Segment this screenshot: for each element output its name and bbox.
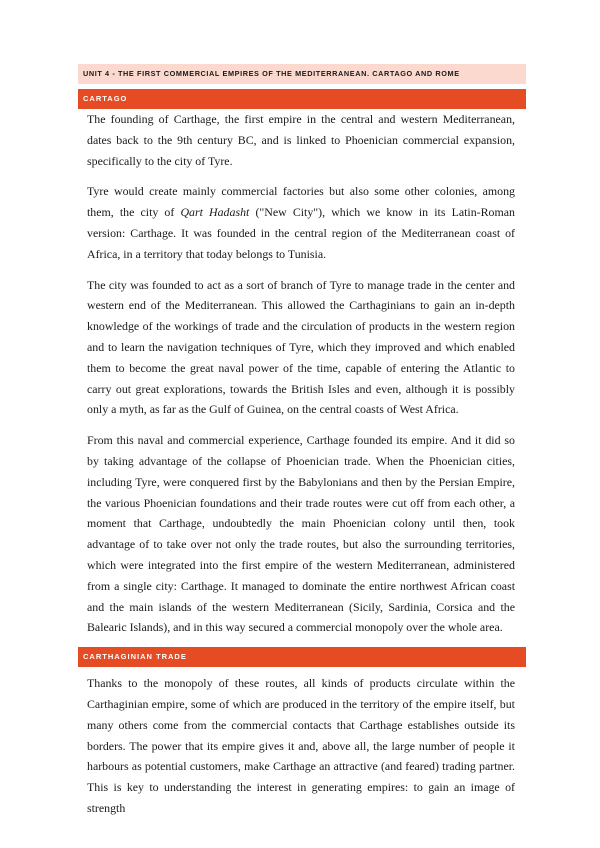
section-body-cartago <box>78 109 526 638</box>
paragraph <box>87 181 515 264</box>
section-body-carthaginian-trade <box>78 673 526 819</box>
paragraph: The city was founded to act as a sort of branch of Tyre to manage trade in the center and western end of the Mediterranean. This allowed the Carthaginians to gain an in-depth knowledge of the workings of trade and the circulation of products in the western region and to learn the navigation techniques of Tyre, which they improved and which enabled them to become the great naval power of the time, capable of entering the Atlantic to carry out great explorations, towards the British Isles and even, although it is possibly only a myth, as far as the Gulf of Guinea, on the central coasts of West Africa. <box>87 277 515 417</box>
paragraph: Thanks to the monopoly of these routes, all kinds of products circulate within the Carthaginian empire, some of which are produced in the territory of the empire itself, but many others come from the commercial contacts that Carthage establishes outside its borders. The power that its empire gives it and, above all, the large number of people it harbours as potential customers, make Carthage an attractive (and feared) trading partner. This is key to understanding the interest in generating empires: to gain an image of strength <box>87 676 515 815</box>
section-heading-cartago: CARTAGO <box>78 89 526 109</box>
document-page <box>78 64 526 819</box>
paragraph-text: ("New City"), which we know in its Latin-Roman version: Carthage. It was founded in the central region of the Mediterranean coast of Africa, in a territory that today belongs to Tunisia. <box>87 205 515 261</box>
paragraph-text: Tyre would create mainly commercial factories but also some other colonies, among them, the city of <box>87 184 515 220</box>
paragraph: The founding of Carthage, the first empire in the central and western Mediterranean, dates back to the 9th century BC, and is linked to Phoenician commercial expansion, specifically to the city of Tyre. <box>87 112 515 168</box>
unit-title-banner: UNIT 4 - THE FIRST COMMERCIAL EMPIRES OF THE MEDITERRANEAN. CARTAGO AND ROME <box>78 64 526 84</box>
section-heading-carthaginian-trade: CARTHAGINIAN TRADE <box>78 647 526 667</box>
italic-term: Qart Hadasht <box>180 205 250 220</box>
paragraph: From this naval and commercial experience, Carthage founded its empire. And it did so by taking advantage of the collapse of Phoenician trade. When the Phoenician cities, including Tyre, were conquered first by the Babylonians and then by the Persian Empire, the various Phoenician foundations and their trade routes were cut off from each other, a moment that Carthage, undoubtedly the main Phoenician colony until then, took advantage of to take over not only the trade routes, but also the surrounding territories, which were integrated into the first empire of the western Mediterranean, administered from a single city: Carthage. It managed to dominate the entire northwest African coast and the main islands of the western Mediterranean (Sicily, Sardinia, Corsica and the Balearic Islands), and in this way secured a commercial monopoly over the whole area. <box>87 433 515 635</box>
